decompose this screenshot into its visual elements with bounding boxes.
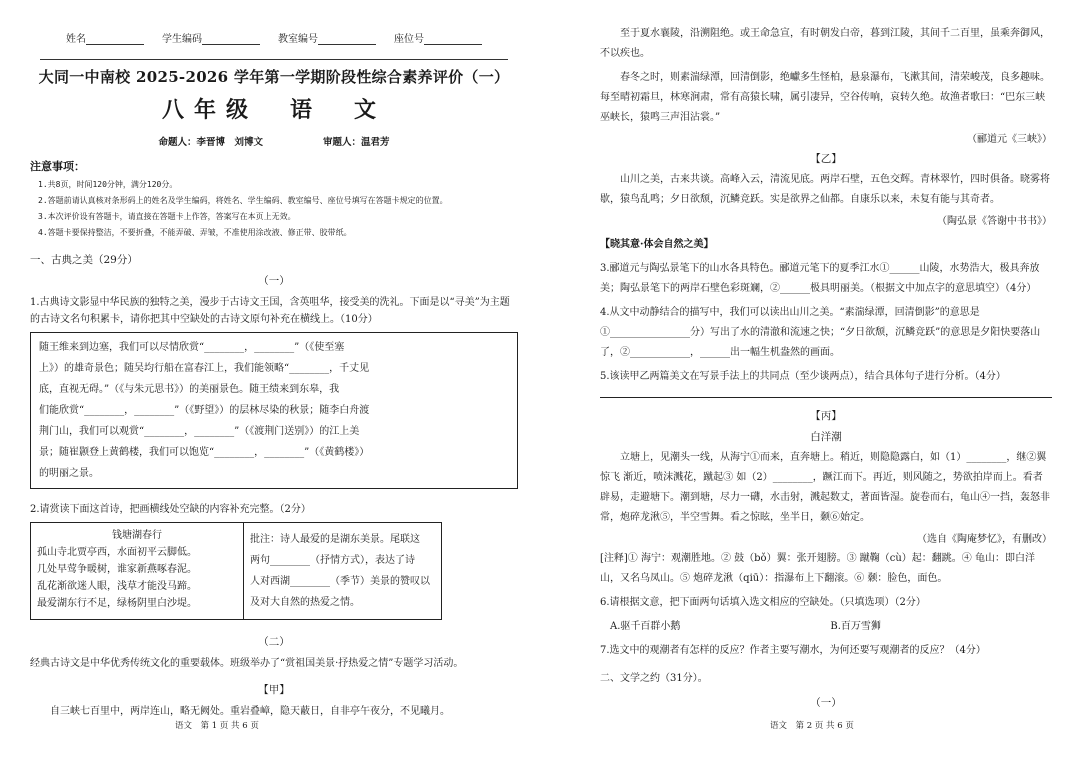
comment-line: 批注：诗人最爱的是湖东美景。尾联这 <box>250 534 420 545</box>
passage-jia-text: 自三峡七百里中，两岸连山，略无阙处。重岩叠嶂，隐天蔽日，自非亭午夜分，不见曦月。 <box>50 706 450 717</box>
classroom-blank[interactable] <box>318 34 376 45</box>
annotation: [注释]① 海宁：观潮胜地。② 鼓（bǒ）翼：张开翅膀。③ 蹴鞠（cù）起：翻跳。④ 龟山：即白洋山，又名乌凤山。⑤ 炮碎龙湫（qiū）：指瀑布上下翻滚。⑥ 颡：脸色，面色。 <box>600 553 1035 584</box>
poem-line: 孤山寺北贾亭西，水面初平云脚低。 <box>37 547 197 558</box>
section-heading: 二、文学之约（31分）。 <box>600 673 708 684</box>
authors <box>30 134 518 148</box>
note-item: 4.答题卡要保持整洁，不要折叠，不能弄破、弄皱，不准使用涂改液、修正带、胶带纸。 <box>38 228 352 237</box>
page-footer: 语文 第 1 页 共 6 页 <box>175 721 259 731</box>
note-item: 3.本次评价设有答题卡，请直接在答题卡上作答，答案写在本页上无效。 <box>38 212 296 221</box>
note-item: 2.答题前请认真核对条形码上的姓名及学生编码，将姓名、学生编码、教室编号、座位号填写在答题卡规定的位置。 <box>38 196 448 205</box>
question-7[interactable]: 7.选文中的观潮者有怎样的反应？作者主要写潮水，为何还要写观潮者的反应？（4分） <box>600 645 986 656</box>
school-title: 大同一中南校 2025-2026 学年第一学期阶段性综合素养评价（一） <box>38 68 510 86</box>
field-label-student-code: 学生编码 <box>162 34 202 45</box>
passage-yi-text: 山川之美，古来共谈。高峰入云，清流见底。两岸石壁，五色交辉。青林翠竹，四时俱备。晓雾将歇，猿鸟乱鸣；夕日欲颓，沉鳞竞跃。实是欲界之仙都。自康乐以来，未复有能与其奇者。 <box>600 174 1050 205</box>
question-6: 6.请根据文意，把下面两句话填入选文相应的空缺处。（只填选项）（2分） <box>600 597 926 608</box>
note-item: 1.共8页，时间120分钟，满分120分。 <box>38 180 178 189</box>
seat-blank[interactable] <box>424 34 482 45</box>
subject-title: 八年级 语 文 <box>161 97 386 123</box>
answer-line[interactable] <box>600 395 1052 398</box>
task-heading: 【晓其意·体会自然之美】 <box>600 239 714 250</box>
student-code-blank[interactable] <box>202 34 260 45</box>
question-1: 1.古典诗文影显中华民族的独特之美，漫步于古诗文王国，含英咀华，接受美的洗礼。下面是以“寻美”为主题的古诗文名句积累卡，请你把其中空缺处的古诗文原句补充在横线上。（10分） <box>30 297 510 325</box>
poem-line: 最爱湖东行不足，绿杨阴里白沙堤。 <box>37 598 197 609</box>
question-5[interactable]: 5.该读甲乙两篇美文在写景手法上的共同点（至少谈两点），结合具体句子进行分析。（4分） <box>600 371 1006 382</box>
verse-card <box>30 332 518 489</box>
passage-bing-text: 立塘上，见潮头一线，从海宁①而来，直奔塘上。稍近，则隐隐露白，如（1）________，继②翼惊飞 渐近，喷沫溅花，蹴起③ 如（2）________，蹶江而下。再近，则风随之，势欲拍岸而上。看者辟易，走避塘下。潮到塘，尽力一礴，水击射，溅起数丈，著面皆湿。旋卷而右，龟山④一挡，轰怒非常，炮碎龙湫⑤，半空雪舞。看之惊眩，坐半日，颡⑥始定。 <box>600 452 1050 523</box>
verse-card-line: 的明丽之景。 <box>39 468 99 479</box>
passage-jia-continued: 至于夏水襄陵，沿溯阻绝。或王命急宣，有时朝发白帝，暮到江陵，其间千二百里，虽乘奔御风，不以疾也。 <box>600 28 1050 59</box>
option-b[interactable]: B.百万雪狮 <box>830 621 881 632</box>
student-info-fields <box>30 30 518 45</box>
passage-bing-label: 【丙】 <box>810 410 842 422</box>
part-heading: （一） <box>810 697 842 709</box>
section-heading: 一、古典之美（29分） <box>30 254 138 266</box>
poem-line: 乱花渐欲迷人眼，浅草才能没马蹄。 <box>37 581 197 592</box>
setter: 命题人：李晋博 刘博文 <box>158 137 263 148</box>
header-divider <box>40 59 508 60</box>
question-4[interactable]: 4.从文中动静结合的描写中，我们可以读出山川之美。“素湍绿潭，回清倒影”的意思是①________________分）写出了水的清澈和流速之快；“夕日欲颓，沉鳞竞跃”的意思是夕阳快要落山了，②____________，______出一幅生机盎然的画面。 <box>600 307 1041 358</box>
reviewer: 审题人：温君芳 <box>323 137 390 148</box>
passage-source: （陶弘景《答谢中书书》） <box>937 216 1052 227</box>
comment-line: 及对大自然的热爱之情。 <box>250 597 360 608</box>
field-label-seat: 座位号 <box>394 34 424 45</box>
question-6-options <box>600 617 1052 637</box>
question-2: 2.请赏读下面这首诗，把画横线处空缺的内容补充完整。（2分） <box>30 504 311 515</box>
passage-source: （选自《陶庵梦忆》，有删改） <box>917 534 1052 545</box>
passage-bing-title: 白洋潮 <box>810 431 842 443</box>
passage-jia-label: 【甲】 <box>258 684 290 696</box>
verse-card-line[interactable]: 上》）的雄奇景色；随吴均行船在富春江上，我们能领略“________，千丈见 <box>39 363 370 374</box>
page-2 <box>540 0 1080 761</box>
poem-title: 钱塘湖春行 <box>112 530 162 541</box>
part-heading: （二） <box>258 636 290 648</box>
notes-title: 注意事项： <box>30 160 85 173</box>
verse-card-line[interactable]: 景；随崔颢登上黄鹤楼，我们可以饱览“________，________”（《黄鹤楼》） <box>39 447 370 458</box>
verse-card-line: 底，直视无碍。”（《与朱元思书》）的美丽景色。随王绩来到东皋，我 <box>39 384 340 395</box>
verse-card-line[interactable]: 们能欣赏“________，________”（《野望》）的层林尽染的秋景；随李白舟渡 <box>39 405 370 416</box>
activity-intro: 经典古诗文是中华优秀传统文化的重要载体。班级举办了“赏祖国美景·抒热爱之情”专题学习活动。 <box>30 658 464 669</box>
page-footer: 语文 第 2 页 共 6 页 <box>770 721 854 731</box>
poem-table <box>30 522 442 620</box>
option-a[interactable]: A.驱千百群小鹅 <box>610 621 681 632</box>
field-label-classroom: 教室编号 <box>278 34 318 45</box>
passage-jia-continued: 春冬之时，则素湍绿潭，回清倒影，绝巘多生怪柏，悬泉瀑布，飞漱其间，清荣峻茂，良多趣味。每至晴初霜旦，林寒涧肃，常有高猿长啸，属引凄异，空谷传响，哀转久绝。故渔者歌曰：“巴东三峡巫峡长，猿鸣三声泪沾裳。” <box>600 72 1050 123</box>
verse-card-line[interactable]: 随王维来到边塞，我们可以尽情欣赏“________，________”（《使至塞 <box>39 342 345 353</box>
question-3[interactable]: 3.郦道元与陶弘景笔下的山水各具特色。郦道元笔下的夏季江水①______山陵，水势浩大，极具奔放美；陶弘景笔下的两岸石壁色彩斑斓，②______极具明丽美。（根据文中加点字的意思填空）（4分） <box>600 263 1040 294</box>
poem-cell <box>31 523 244 619</box>
name-blank[interactable] <box>86 34 144 45</box>
comment-line[interactable]: 人对西湖________（季节）美景的赞叹以 <box>250 576 430 587</box>
passage-yi-label: 【乙】 <box>810 153 842 165</box>
comment-line[interactable]: 两句________（抒情方式），表达了诗 <box>250 555 415 566</box>
passage-source: （郦道元《三峡》） <box>967 134 1052 145</box>
verse-card-line[interactable]: 荆门山，我们可以观赏“________，________”（《渡荆门送别》）的江上美 <box>39 426 360 437</box>
comment-cell <box>244 523 441 619</box>
part-heading: （一） <box>258 275 290 287</box>
poem-line: 几处早莺争暖树，谁家新燕啄春泥。 <box>37 564 197 575</box>
field-label-name: 姓名 <box>66 34 86 45</box>
